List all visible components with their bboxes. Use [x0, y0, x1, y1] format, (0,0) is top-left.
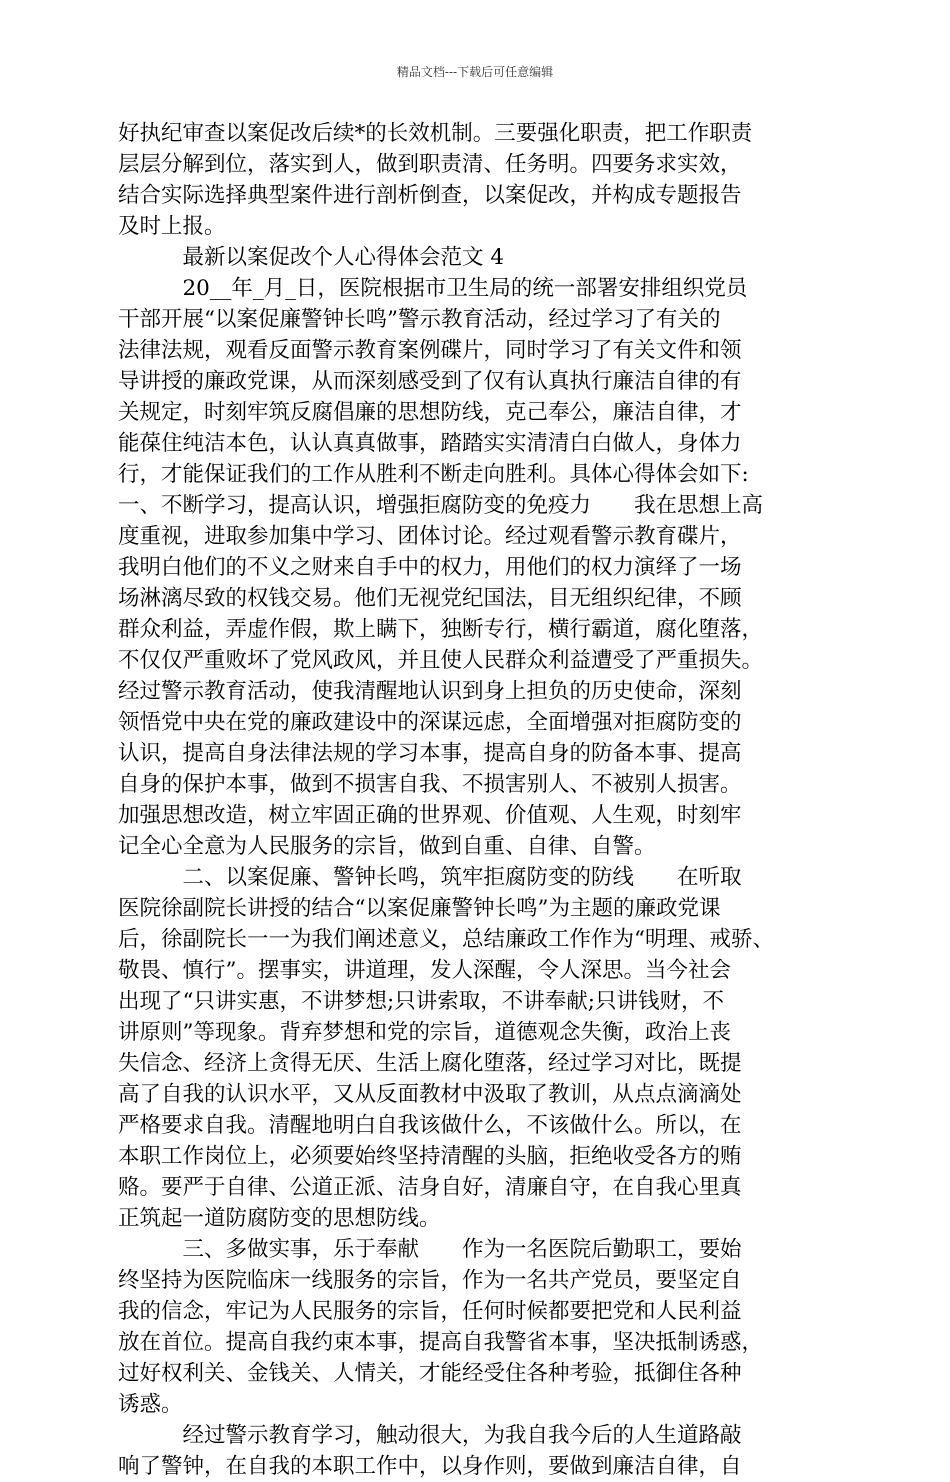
text-line: 正筑起一道防腐防变的思想防线。	[118, 1206, 441, 1231]
text-line: 经过警示教育活动，使我清醒地认识到身上担负的历史使命，深刻	[118, 679, 742, 704]
text-line: 响了警钟，在自我的本职工作中，以身作则，要做到廉洁自律，自	[118, 1454, 742, 1479]
page-header: 精品文档---下载后可任意编辑	[396, 65, 554, 79]
text-line: 一、不断学习，提高认识，增强拒腐防变的免疫力 我在思想上高	[118, 493, 764, 518]
text-line: 关规定，时刻牢筑反腐倡廉的思想防线，克己奉公，廉洁自律，才	[118, 400, 742, 425]
text-line: 行，才能保证我们的工作从胜利不断走向胜利。具体心得体会如下:	[118, 462, 749, 487]
text-line: 干部开展“以案促廉警钟长鸣”警示教育活动，经过学习了有关的	[118, 307, 721, 332]
text-line: 法律法规，观看反面警示教育案例碟片，同时学习了有关文件和领	[118, 338, 742, 363]
text-line: 医院徐副院长讲授的结合“以案促廉警钟长鸣”为主题的廉政党课	[118, 896, 721, 921]
text-line: 敬畏、慎行”。摆事实，讲道理，发人深醒，令人深思。当今社会	[118, 958, 731, 983]
text-line: 层层分解到位，落实到人，做到职责清、任务明。四要务求实效，	[118, 152, 742, 177]
text-line: 场淋漓尽致的权钱交易。他们无视党纪国法，目无组织纪律，不顾	[118, 586, 742, 611]
text-line: 本职工作岗位上，必须要始终坚持清醒的头脑，拒绝收受各方的贿	[118, 1144, 742, 1169]
text-line: 后，徐副院长一一为我们阐述意义，总结廉政工作作为“明理、戒骄、	[118, 927, 774, 952]
document-body	[118, 118, 818, 1482]
text-line: 过好权利关、金钱关、人情关，才能经受住各种考验，抵御住各种	[118, 1361, 742, 1386]
text-line: 三、多做实事，乐于奉献 作为一名医院后勤职工，要始	[118, 1237, 742, 1262]
text-line: 度重视，进取参加集中学习、团体讨论。经过观看警示教育碟片，	[118, 524, 742, 549]
text-line: 自身的保护本事，做到不损害自我、不损害别人、不被别人损害。	[118, 772, 742, 797]
text-line: 加强思想改造，树立牢固正确的世界观、价值观、人生观，时刻牢	[118, 803, 742, 828]
text-line: 放在首位。提高自我约束本事，提高自我警省本事，坚决抵制诱惑，	[118, 1330, 764, 1355]
text-line: 出现了“只讲实惠，不讲梦想;只讲索取，不讲奉献;只讲钱财，不	[118, 989, 724, 1014]
text-line: 不仅仅严重败坏了党风政风，并且使人民群众利益遭受了严重损失。	[118, 648, 764, 673]
text-line: 经过警示教育学习，触动很大，为我自我今后的人生道路敲	[118, 1423, 742, 1448]
text-line: 好执纪审查以案促改后续*的长效机制。三要强化职责，把工作职责	[118, 121, 753, 146]
text-line: 我明白他们的不义之财来自手中的权力，用他们的权力演绎了一场	[118, 555, 742, 580]
text-line: 讲原则”等现象。背弃梦想和党的宗旨，道德观念失衡，政治上丧	[118, 1020, 731, 1045]
text-line: 20__年_月_日，医院根据市卫生局的统一部署安排组织党员	[118, 276, 748, 301]
section-title: 最新以案促改个人心得体会范文 4	[118, 245, 505, 270]
text-line: 终坚持为医院临床一线服务的宗旨，作为一名共产党员，要坚定自	[118, 1268, 742, 1293]
text-line: 记全心全意为人民服务的宗旨，做到自重、自律、自警。	[118, 834, 656, 859]
text-line: 我的信念，牢记为人民服务的宗旨，任何时候都要把党和人民利益	[118, 1299, 742, 1324]
text-line: 诱惑。	[118, 1392, 183, 1417]
text-line: 赂。要严于自律、公道正派、洁身自好，清廉自守，在自我心里真	[118, 1175, 742, 1200]
text-line: 认识，提高自身法律法规的学习本事，提高自身的防备本事、提高	[118, 741, 742, 766]
text-line: 及时上报。	[118, 214, 226, 239]
text-line: 二、以案促廉、警钟长鸣，筑牢拒腐防变的防线 在听取	[118, 865, 742, 890]
text-line: 失信念、经济上贪得无厌、生活上腐化堕落，经过学习对比，既提	[118, 1051, 742, 1076]
text-line: 能葆住纯洁本色，认认真真做事，踏踏实实清清白白做人，身体力	[118, 431, 742, 456]
text-line: 领悟党中央在党的廉政建设中的深谋远虑，全面增强对拒腐防变的	[118, 710, 742, 735]
text-line: 结合实际选择典型案件进行剖析倒查，以案促改，并构成专题报告	[118, 183, 742, 208]
text-line: 高了自我的认识水平，又从反面教材中汲取了教训，从点点滴滴处	[118, 1082, 742, 1107]
text-line: 严格要求自我。清醒地明白自我该做什么，不该做什么。所以，在	[118, 1113, 742, 1138]
text-line: 导讲授的廉政党课，从而深刻感受到了仅有认真执行廉洁自律的有	[118, 369, 742, 394]
text-line: 群众利益，弄虚作假，欺上瞒下，独断专行，横行霸道，腐化堕落，	[118, 617, 764, 642]
